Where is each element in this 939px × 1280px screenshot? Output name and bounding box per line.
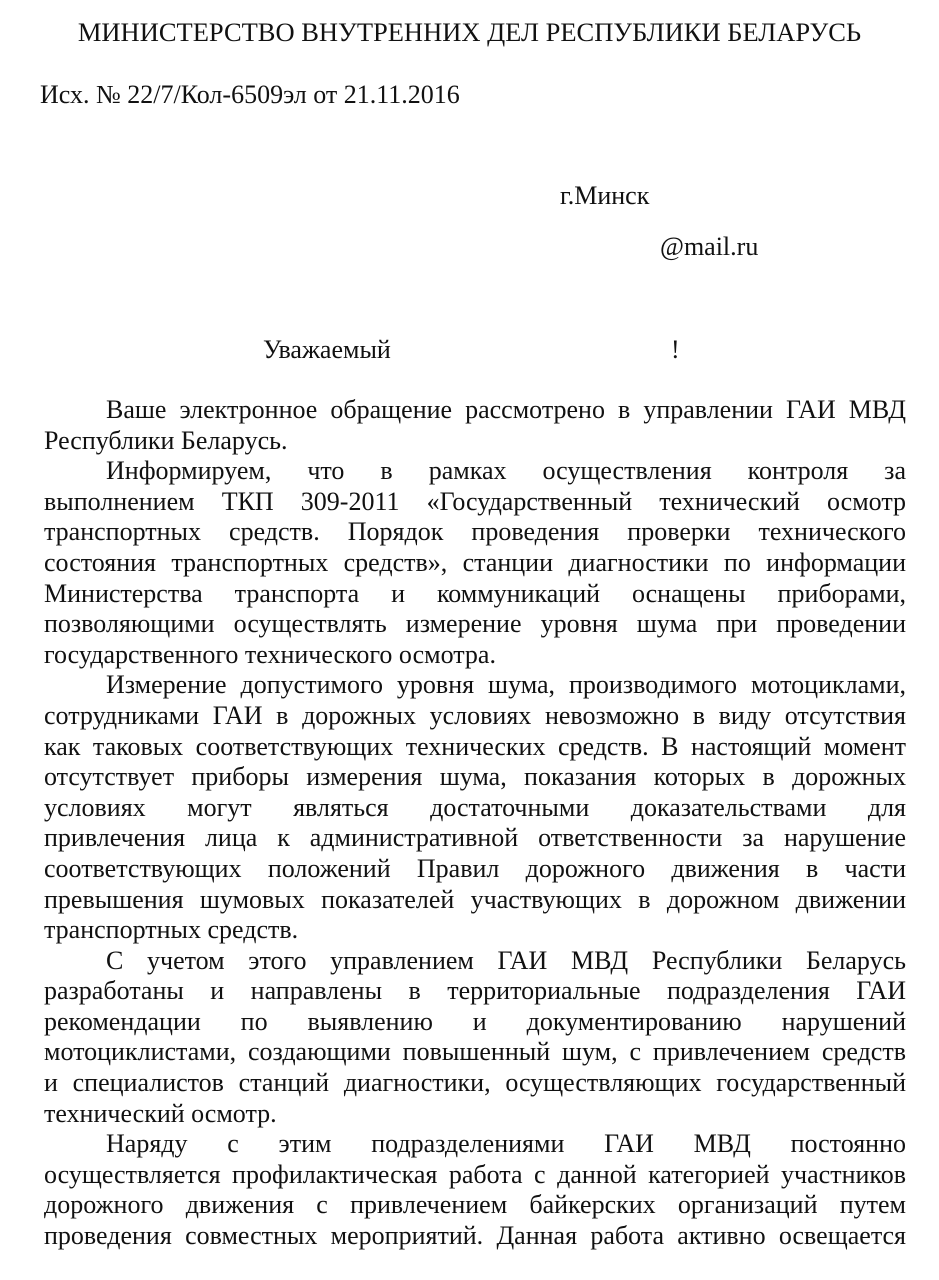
paragraph-line: Ваше электронное обращение рассмотрено в управлении ГАИ МВД [106, 395, 906, 424]
paragraph-line: мотоциклистами, создающими повышенный шум, с привлечением средств [44, 1037, 906, 1067]
paragraph-line: государственного технического осмотра. [44, 639, 496, 669]
paragraph-line: как таковых соответствующих технических средств. В настоящий момент [44, 731, 906, 761]
paragraph-line: Наряду с этим подразделениями ГАИ МВД постоянно [106, 1129, 906, 1159]
city-line: г.Минск [560, 181, 650, 210]
body-paragraph [44, 395, 906, 456]
paragraph-line: транспортных средств. [44, 915, 299, 945]
paragraph-line: выполнением ТКП 309-2011 «Государственный технический осмотр [44, 486, 906, 516]
paragraph-line: технический осмотр. [44, 1098, 277, 1128]
paragraph-line: условиях могут являться достаточными доказательствами для [44, 792, 906, 822]
body-paragraph [44, 670, 906, 945]
letter-body [44, 395, 906, 1252]
paragraph-line: разработаны и направлены в территориальные подразделения ГАИ [44, 976, 906, 1006]
paragraph-line: рекомендации по выявлению и документированию нарушений [44, 1006, 906, 1036]
paragraph-line: Министерства транспорта и коммуникаций оснащены приборами, [44, 578, 906, 608]
paragraph-line: С учетом этого управлением ГАИ МВД Республики Беларусь [106, 945, 906, 975]
paragraph-line: позволяющими осуществлять измерение уровня шума при проведении [44, 609, 906, 639]
paragraph-line: отсутствует приборы измерения шума, показания которых в дорожных [44, 762, 906, 792]
paragraph-line: соответствующих положений Правил дорожного движения в части [44, 853, 906, 883]
salutation: Уважаемый [263, 335, 391, 364]
body-paragraph [44, 1129, 906, 1251]
body-paragraph [44, 456, 906, 670]
paragraph-line: Информируем, что в рамках осуществления контроля за [106, 456, 906, 486]
recipient-email: @mail.ru [660, 232, 759, 261]
body-paragraph [44, 946, 906, 1130]
paragraph-line: дорожного движения с привлечением байкерских организаций путем [44, 1190, 906, 1220]
paragraph-line: проведения совместных мероприятий. Данная работа активно освещается [44, 1221, 906, 1251]
paragraph-line: Измерение допустимого уровня шума, производимого мотоциклами, [106, 670, 906, 700]
paragraph-line: транспортных средств. Порядок проведения проверки технического [44, 517, 906, 547]
outgoing-reference-number: Исх. № 22/7/Кол-6509эл от 21.11.2016 [40, 80, 460, 109]
paragraph-line: сотрудниками ГАИ в дорожных условиях невозможно в виду отсутствия [44, 700, 906, 730]
paragraph-line: и специалистов станций диагностики, осуществляющих государственный [44, 1068, 906, 1098]
ministry-header: МИНИСТЕРСТВО ВНУТРЕННИХ ДЕЛ РЕСПУБЛИКИ БЕЛАРУСЬ [77, 17, 862, 47]
paragraph-line: состояния транспортных средств», станции диагностики по информации [44, 547, 906, 577]
salutation-end: ! [671, 335, 680, 364]
paragraph-line: осуществляется профилактическая работа с данной категорией участников [44, 1159, 906, 1189]
paragraph-line: Республики Беларусь. [44, 425, 288, 455]
paragraph-line: привлечения лица к административной ответственности за нарушение [44, 823, 906, 853]
paragraph-line: превышения шумовых показателей участвующих в дорожном движении [44, 884, 906, 914]
